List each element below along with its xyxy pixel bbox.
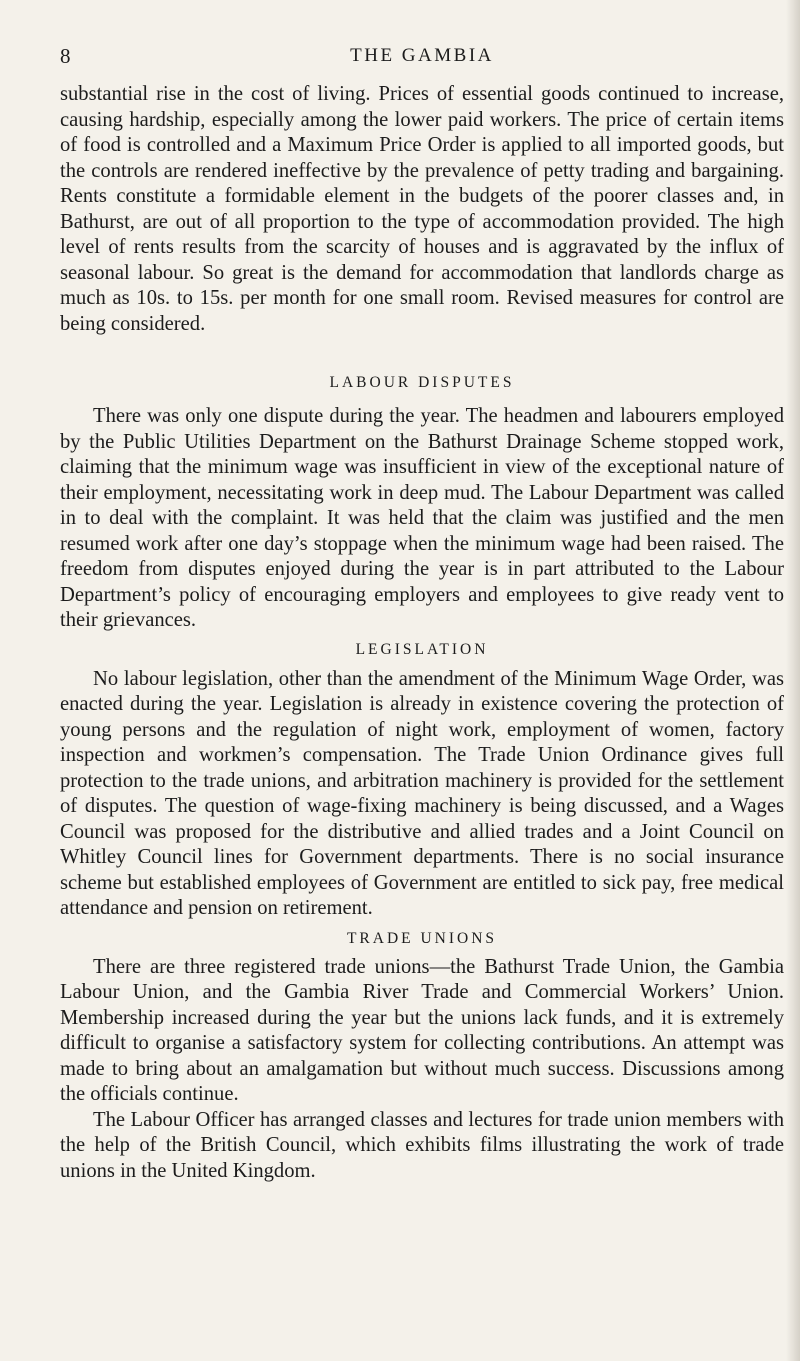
heading-trade-unions: TRADE UNIONS — [346, 929, 498, 947]
paragraph-labour-disputes: There was only one dispute during the year. The headmen and labourers employed by the Public Utilities Department on the Bathurst Drainage Scheme stopped work, claiming that the minimum wage was insufficient in view of the exceptional nature of their employment, necessitating work in deep mud. The Labour Department was called in to deal with the complaint. It was held that the claim was justified and the men resumed work after one day’s stoppage when the minimum wage had been raised. The freedom from disputes enjoyed during the year is in part attributed to the Labour Department’s policy of encouraging employers and employees to give ready vent to their grievances. — [60, 405, 784, 631]
paragraph-legislation: No labour legislation, other than the amendment of the Minimum Wage Order, was enacted during the year. Legislation is already in existence covering the protection of young persons and the regulation of night work, employment of women, factory inspection and workmen’s compensation. The Trade Union Ordinance gives full protection to the trade unions, and arbitration machinery is provided for the settlement of disputes. The question of wage-fixing machinery is being discussed, and a Wages Council was proposed for the distributive and allied trades and a Joint Council on Whitley Council lines for Government departments. There is no social insurance scheme but established employees of Government are entitled to sick pay, free medical attendance and pension on retirement. — [60, 667, 784, 919]
book-page — [60, 44, 784, 1184]
heading-legislation: LEGISLATION — [355, 640, 489, 658]
paragraph-trade-unions: There are three registered trade unions—the Bathurst Trade Union, the Gambia Labour Union, and the Gambia River Trade and Commercial Workers’ Union. Membership increased during the year but the unions lack funds, and it is extremely difficult to organise a satisfactory system for collecting contributions. An attempt was made to bring about an amalgamation but without much success. Discussions among the officials continue. — [60, 955, 784, 1105]
running-title: THE GAMBIA — [350, 45, 494, 66]
paragraph-cost-of-living: substantial rise in the cost of living. Prices of essential goods continued to increase, causing hardship, especially among the lower paid workers. The price of certain items of food is controlled and a Maximum Price Order is applied to all imported goods, but the controls are rendered ineffective by the prevalence of petty trading and bargaining. Rents constitute a formidable element in the budgets of the poorer classes and, in Bathurst, are out of all proportion to the type of accommodation provided. The high level of rents results from the scarcity of houses and is aggravated by the influx of seasonal labour. So great is the demand for accommodation that landlords charge as much as 10s. to 15s. per month for one small room. Revised measures for control are being considered. — [60, 83, 784, 335]
page-number: 8 — [60, 44, 71, 68]
page-edge-shadow — [786, 0, 800, 1361]
running-header — [60, 44, 784, 74]
paragraph-labour-officer: The Labour Officer has arranged classes and lectures for trade union members with the help of the British Council, which exhibits films illustrating the work of trade unions in the United Kingdom. — [60, 1108, 784, 1182]
heading-labour-disputes: LABOUR DISPUTES — [329, 374, 515, 391]
